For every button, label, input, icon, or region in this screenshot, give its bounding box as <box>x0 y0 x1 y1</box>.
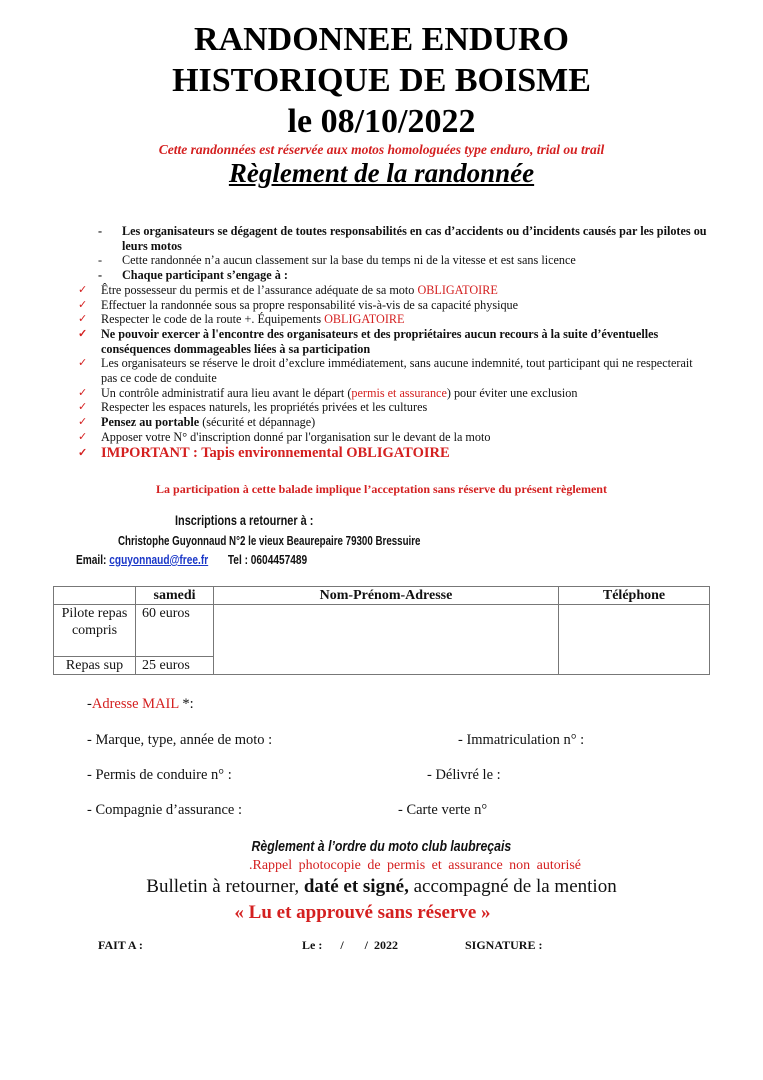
rule-bold-text: Pensez au portable <box>101 415 200 430</box>
title-line-1: RANDONNEE ENDURO <box>194 21 569 58</box>
title-line-2: HISTORIQUE DE BOISME <box>172 62 591 99</box>
telephone-input-cell[interactable] <box>559 605 710 675</box>
acceptance-note: La participation à cette balade implique l’acceptation sans réserve du présent règlement <box>156 482 607 496</box>
inscriptions-contact <box>76 552 307 567</box>
bulletin-instruction <box>0 876 763 898</box>
obligatoire-label: OBLIGATOIRE <box>324 312 405 327</box>
rule-text: Ne pouvoir exercer à l'encontre des organisateurs et des propriétaires aucun recours à la suite d’éventuelles conséquences dommageables liées à sa participation <box>101 326 659 356</box>
rule-item <box>78 430 708 445</box>
rule-text: (sécurité et dépannage) <box>199 415 316 430</box>
dash-bullet-icon: - <box>98 253 103 268</box>
rule-item <box>78 400 708 415</box>
inscriptions-address: Christophe Guyonnaud N°2 le vieux Beaurepaire 79300 Bressuire <box>118 534 421 548</box>
checkmark-icon: ✓ <box>78 430 88 443</box>
checkmark-icon: ✓ <box>78 386 88 399</box>
nom-input-cell[interactable] <box>214 605 559 675</box>
rule-text: Apposer votre N° d'inscription donné par l'organisation sur le devant de la moto <box>101 429 491 444</box>
table-header-row <box>54 587 710 605</box>
rule-text: Respecter les espaces naturels, les propriétés privées et les cultures <box>101 400 428 415</box>
rule-item <box>78 312 708 327</box>
dash-bullet-icon: - <box>98 268 103 283</box>
obligatoire-label: OBLIGATOIRE <box>417 282 498 297</box>
photocopy-reminder: .Rappel photocopie de permis et assurance non autorisé <box>248 858 581 873</box>
fee-table <box>53 586 710 675</box>
mail-prefix: - <box>87 696 92 712</box>
header-telephone: Téléphone <box>559 587 710 605</box>
rule-text: Respecter le code de la route +. Équipements <box>101 312 325 327</box>
rules-list <box>78 224 708 460</box>
rule-item <box>78 298 708 313</box>
header-samedi: samedi <box>136 587 214 605</box>
rule-text: Chaque participant s’engage à : <box>122 268 288 283</box>
header-nom: Nom-Prénom-Adresse <box>214 587 559 605</box>
rule-text: IMPORTANT : Tapis environnemental OBLIGATOIRE <box>101 444 450 461</box>
rule-item <box>78 415 708 430</box>
rule-item <box>78 356 708 385</box>
immatriculation-field[interactable]: - Immatriculation n° : <box>458 732 585 748</box>
bulletin-text-2: accompagné de la mention <box>408 876 617 897</box>
rule-item <box>78 386 708 401</box>
mail-label: Adresse MAIL <box>91 696 179 712</box>
dash-bullet-icon: - <box>98 224 103 238</box>
assurance-field[interactable]: - Compagnie d’assurance : <box>87 802 243 818</box>
checkmark-icon: ✓ <box>78 313 88 326</box>
checkmark-icon: ✓ <box>78 298 88 311</box>
carte-verte-field[interactable]: - Carte verte n° <box>398 802 488 818</box>
email-label: Email: <box>76 552 107 567</box>
fait-a-field[interactable]: FAIT A : <box>98 938 143 952</box>
checkmark-icon: ✓ <box>78 416 88 429</box>
rule-item <box>78 224 708 253</box>
delivre-field[interactable]: - Délivré le : <box>427 767 501 783</box>
mail-field[interactable] <box>87 696 194 713</box>
inscriptions-heading: Inscriptions a retourner à : <box>175 512 314 528</box>
rule-item <box>78 268 708 283</box>
rule-item <box>78 327 708 356</box>
payment-note <box>0 838 763 856</box>
row-label: Repas sup <box>54 657 136 675</box>
rule-item <box>78 253 708 268</box>
rule-text: Être possesseur du permis et de l’assurance adéquate de sa moto <box>101 282 418 297</box>
rule-item <box>78 283 708 298</box>
reglement-heading: Règlement de la randonnée <box>228 158 535 188</box>
checkmark-icon: ✓ <box>78 357 88 370</box>
checkmark-icon: ✓ <box>78 401 88 414</box>
payment-note-text: Règlement à l’ordre du moto club laubreçais <box>251 838 512 855</box>
event-date: le 08/10/2022 <box>287 103 476 140</box>
lu-approuve-mention: « Lu et approuvé sans réserve » <box>234 902 491 923</box>
email-link[interactable]: cguyonnaud@free.fr <box>109 552 209 567</box>
marque-field[interactable]: - Marque, type, année de moto : <box>87 732 273 748</box>
checkmark-icon: ✓ <box>78 446 88 459</box>
signature-field[interactable]: SIGNATURE : <box>465 938 543 952</box>
row-price: 25 euros <box>136 657 214 675</box>
restriction-note: Cette randonnées est réservée aux motos homologuées type enduro, trial ou trail <box>158 142 605 157</box>
rule-text: Effectuer la randonnée sous sa propre responsabilité vis-à-vis de sa capacité physique <box>101 297 519 312</box>
rule-text: Un contrôle administratif aura lieu avant le départ ( <box>101 385 352 400</box>
table-row <box>54 605 710 657</box>
rule-red-text: permis et assurance <box>351 385 447 400</box>
bulletin-text-bold: daté et signé, <box>303 876 409 897</box>
rule-text: Cette randonnée n’a aucun classement sur la base du temps ni de la vitesse et est sans licence <box>122 253 576 268</box>
row-price: 60 euros <box>136 605 214 657</box>
rule-item <box>78 446 708 461</box>
rule-text: Les organisateurs se dégagent de toutes responsabilités en cas d’accidents ou d’incidents causés par les pilotes ou leurs motos <box>122 224 707 253</box>
mail-suffix: *: <box>178 696 194 712</box>
checkmark-icon: ✓ <box>78 283 88 296</box>
permis-field[interactable]: - Permis de conduire n° : <box>87 767 232 783</box>
header-empty <box>54 587 136 605</box>
bulletin-text-1: Bulletin à retourner, <box>146 876 304 897</box>
row-label: Pilote repas compris <box>54 605 136 657</box>
rule-text: ) pour éviter une exclusion <box>446 385 578 400</box>
date-field[interactable]: Le : / / 2022 <box>302 938 398 952</box>
telephone: Tel : 0604457489 <box>227 552 308 567</box>
rule-text: Les organisateurs se réserve le droit d’exclure immédiatement, sans aucune indemnité, tout participant qui ne respecterait pas ce code de conduite <box>101 356 693 386</box>
checkmark-icon: ✓ <box>78 327 88 340</box>
